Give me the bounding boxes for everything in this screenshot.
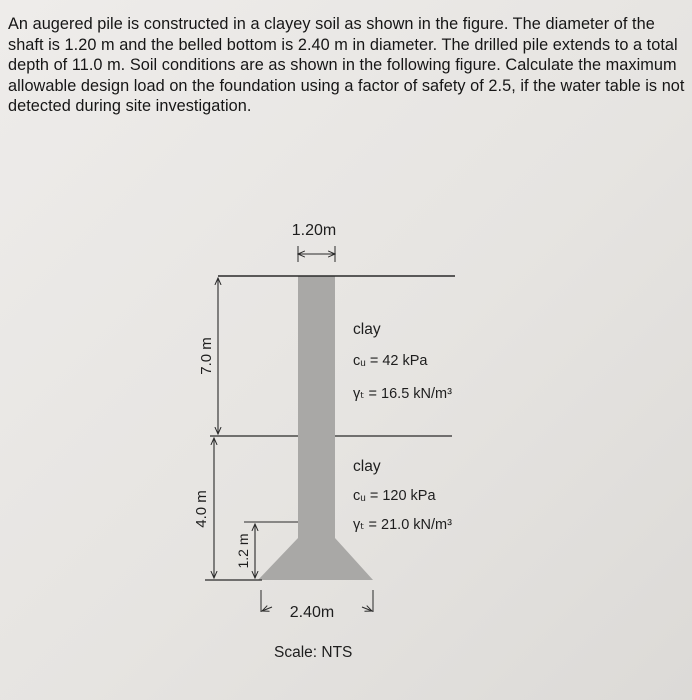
bell-width-label: 2.40m	[289, 604, 335, 621]
layer2-name: clay	[353, 458, 381, 475]
bell-width-arrow-right	[362, 607, 372, 611]
bell-height-label: 1.2 m	[235, 533, 251, 569]
layer1-gamma: γₜ = 16.5 kN/m³	[353, 386, 452, 402]
layer2-gamma: γₜ = 21.0 kN/m³	[353, 517, 452, 533]
layer2-cu: cᵤ = 120 kPa	[353, 488, 436, 504]
lower-depth-label: 4.0 m	[193, 490, 210, 528]
bell-width-arrow-left	[262, 607, 272, 611]
layer1-name: clay	[353, 321, 381, 338]
upper-depth-label: 7.0 m	[198, 337, 215, 375]
shaft-width-label: 1.20m	[291, 222, 337, 239]
layer1-cu: cᵤ = 42 kPa	[353, 353, 428, 369]
scale-note: Scale: NTS	[274, 644, 353, 661]
problem-statement: An augered pile is constructed in a clayey soil as shown in the figure. The diameter of the shaft is 1.20 m and the belled bottom is 2.40 m in diameter. The drilled pile extends to a total depth of 11.0 m. Soil conditions are as shown in the following figure. Calculate the maximum allowable design load on the foundation using a factor of safety of 2.5, if the water table is not detected during site investigation.	[8, 15, 685, 115]
